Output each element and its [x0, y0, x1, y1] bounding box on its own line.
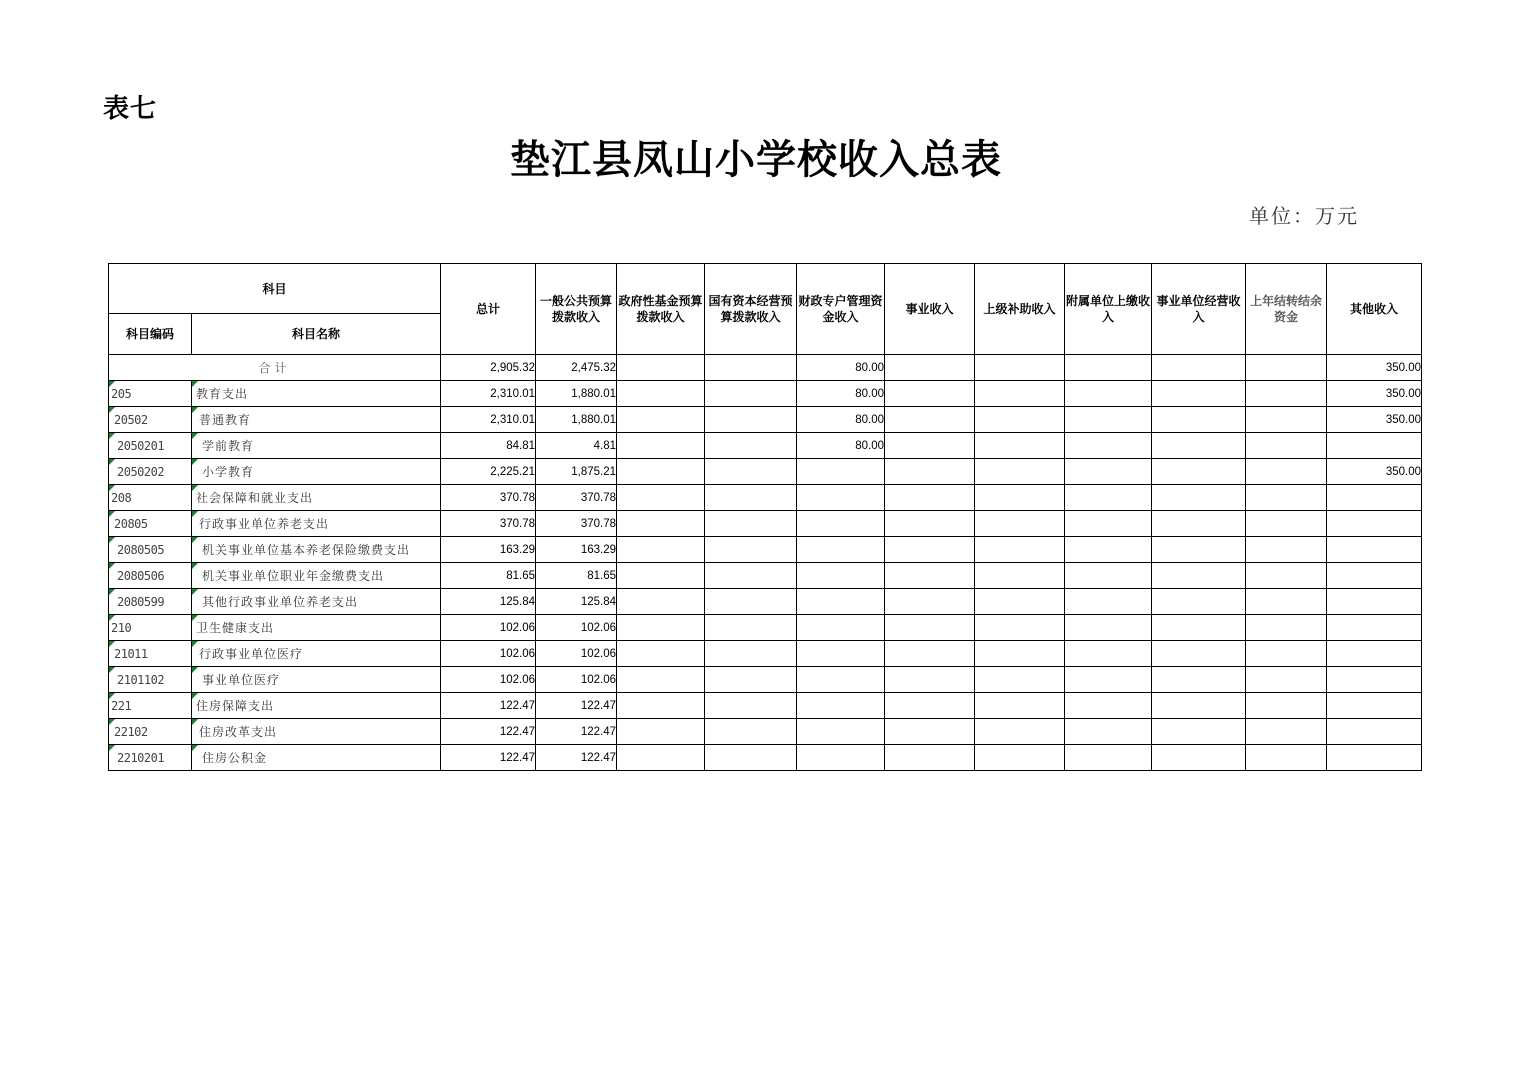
subject-name-cell: 教育支出 [192, 381, 441, 407]
cell-prior-year-balance [1246, 745, 1327, 771]
table-row [109, 719, 1422, 745]
cell-fiscal-special [797, 459, 885, 485]
summary-superior-subsidy [975, 355, 1065, 381]
cell-superior-subsidy [975, 667, 1065, 693]
header-business-income: 事业收入 [885, 264, 975, 355]
cell-general-budget: 102.06 [536, 615, 617, 641]
table-row [109, 667, 1422, 693]
cell-affiliated-payment [1065, 407, 1152, 433]
cell-other-income [1327, 485, 1422, 511]
cell-affiliated-payment [1065, 433, 1152, 459]
summary-operating-income [1152, 355, 1246, 381]
cell-business-income [885, 433, 975, 459]
cell-operating-income [1152, 719, 1246, 745]
summary-gov-fund [617, 355, 705, 381]
table-row [109, 459, 1422, 485]
cell-prior-year-balance [1246, 693, 1327, 719]
cell-superior-subsidy [975, 719, 1065, 745]
cell-affiliated-payment [1065, 511, 1152, 537]
cell-prior-year-balance [1246, 563, 1327, 589]
cell-business-income [885, 459, 975, 485]
cell-operating-income [1152, 589, 1246, 615]
subject-name-cell: 其他行政事业单位养老支出 [192, 589, 441, 615]
cell-superior-subsidy [975, 615, 1065, 641]
cell-business-income [885, 745, 975, 771]
subject-name-cell: 机关事业单位职业年金缴费支出 [192, 563, 441, 589]
subject-name-cell: 行政事业单位养老支出 [192, 511, 441, 537]
cell-operating-income [1152, 459, 1246, 485]
cell-gov-fund [617, 511, 705, 537]
cell-business-income [885, 641, 975, 667]
cell-gov-fund [617, 407, 705, 433]
header-row-1 [109, 264, 1422, 314]
header-gov-fund: 政府性基金预算拨款收入 [617, 264, 705, 355]
cell-fiscal-special: 80.00 [797, 433, 885, 459]
cell-state-capital [705, 433, 797, 459]
cell-operating-income [1152, 407, 1246, 433]
cell-fiscal-special [797, 615, 885, 641]
cell-general-budget: 122.47 [536, 745, 617, 771]
cell-affiliated-payment [1065, 667, 1152, 693]
cell-operating-income [1152, 641, 1246, 667]
summary-general-budget: 2,475.32 [536, 355, 617, 381]
cell-prior-year-balance [1246, 381, 1327, 407]
subject-name-cell: 住房保障支出 [192, 693, 441, 719]
cell-gov-fund [617, 719, 705, 745]
cell-affiliated-payment [1065, 459, 1152, 485]
cell-general-budget: 102.06 [536, 641, 617, 667]
cell-business-income [885, 563, 975, 589]
cell-affiliated-payment [1065, 693, 1152, 719]
cell-total: 2,310.01 [441, 381, 536, 407]
cell-fiscal-special [797, 485, 885, 511]
subject-code-cell: 2080505 [109, 537, 192, 563]
cell-gov-fund [617, 381, 705, 407]
cell-gov-fund [617, 459, 705, 485]
cell-prior-year-balance [1246, 667, 1327, 693]
cell-superior-subsidy [975, 407, 1065, 433]
cell-general-budget: 81.65 [536, 563, 617, 589]
table-row [109, 563, 1422, 589]
subject-code-cell: 210 [109, 615, 192, 641]
subject-code-cell: 2210201 [109, 745, 192, 771]
cell-general-budget: 1,880.01 [536, 381, 617, 407]
header-other-income: 其他收入 [1327, 264, 1422, 355]
cell-state-capital [705, 459, 797, 485]
cell-general-budget: 163.29 [536, 537, 617, 563]
cell-general-budget: 102.06 [536, 667, 617, 693]
cell-other-income [1327, 667, 1422, 693]
cell-total: 370.78 [441, 511, 536, 537]
cell-superior-subsidy [975, 459, 1065, 485]
cell-operating-income [1152, 563, 1246, 589]
subject-code-cell: 2080506 [109, 563, 192, 589]
cell-superior-subsidy [975, 433, 1065, 459]
summary-other-income: 350.00 [1327, 355, 1422, 381]
cell-superior-subsidy [975, 589, 1065, 615]
cell-gov-fund [617, 485, 705, 511]
summary-row [109, 355, 1422, 381]
header-subject-code: 科目编码 [109, 314, 192, 355]
cell-other-income: 350.00 [1327, 381, 1422, 407]
cell-business-income [885, 719, 975, 745]
subject-name-cell: 学前教育 [192, 433, 441, 459]
cell-operating-income [1152, 537, 1246, 563]
table-row [109, 511, 1422, 537]
cell-affiliated-payment [1065, 485, 1152, 511]
header-subject-group: 科目 [109, 264, 441, 314]
summary-total: 2,905.32 [441, 355, 536, 381]
summary-fiscal-special: 80.00 [797, 355, 885, 381]
cell-prior-year-balance [1246, 641, 1327, 667]
cell-business-income [885, 589, 975, 615]
cell-affiliated-payment [1065, 589, 1152, 615]
cell-state-capital [705, 745, 797, 771]
subject-name-cell: 行政事业单位医疗 [192, 641, 441, 667]
cell-prior-year-balance [1246, 511, 1327, 537]
cell-superior-subsidy [975, 537, 1065, 563]
summary-state-capital [705, 355, 797, 381]
cell-superior-subsidy [975, 693, 1065, 719]
subject-name-cell: 住房公积金 [192, 745, 441, 771]
table-row [109, 615, 1422, 641]
cell-other-income [1327, 641, 1422, 667]
cell-total: 84.81 [441, 433, 536, 459]
cell-fiscal-special [797, 745, 885, 771]
cell-operating-income [1152, 381, 1246, 407]
income-summary-table [108, 263, 1422, 771]
subject-name-cell: 普通教育 [192, 407, 441, 433]
cell-business-income [885, 693, 975, 719]
cell-business-income [885, 407, 975, 433]
cell-state-capital [705, 511, 797, 537]
cell-prior-year-balance [1246, 459, 1327, 485]
cell-gov-fund [617, 693, 705, 719]
cell-gov-fund [617, 745, 705, 771]
subject-code-cell: 2050202 [109, 459, 192, 485]
cell-general-budget: 1,880.01 [536, 407, 617, 433]
cell-other-income [1327, 719, 1422, 745]
cell-business-income [885, 667, 975, 693]
cell-prior-year-balance [1246, 537, 1327, 563]
cell-state-capital [705, 719, 797, 745]
cell-total: 102.06 [441, 615, 536, 641]
header-subject-name: 科目名称 [192, 314, 441, 355]
cell-total: 2,225.21 [441, 459, 536, 485]
cell-business-income [885, 615, 975, 641]
cell-gov-fund [617, 589, 705, 615]
cell-total: 122.47 [441, 719, 536, 745]
subject-code-cell: 21011 [109, 641, 192, 667]
cell-superior-subsidy [975, 511, 1065, 537]
cell-total: 370.78 [441, 485, 536, 511]
cell-superior-subsidy [975, 745, 1065, 771]
cell-general-budget: 4.81 [536, 433, 617, 459]
cell-state-capital [705, 641, 797, 667]
cell-other-income [1327, 563, 1422, 589]
cell-prior-year-balance [1246, 485, 1327, 511]
subject-code-cell: 208 [109, 485, 192, 511]
cell-other-income [1327, 615, 1422, 641]
table-row [109, 485, 1422, 511]
cell-prior-year-balance [1246, 589, 1327, 615]
cell-affiliated-payment [1065, 745, 1152, 771]
cell-fiscal-special [797, 719, 885, 745]
subject-name-cell: 事业单位医疗 [192, 667, 441, 693]
cell-superior-subsidy [975, 381, 1065, 407]
cell-other-income [1327, 537, 1422, 563]
table-row [109, 693, 1422, 719]
cell-business-income [885, 537, 975, 563]
cell-operating-income [1152, 667, 1246, 693]
cell-total: 102.06 [441, 667, 536, 693]
cell-affiliated-payment [1065, 563, 1152, 589]
cell-fiscal-special: 80.00 [797, 381, 885, 407]
cell-state-capital [705, 485, 797, 511]
cell-operating-income [1152, 693, 1246, 719]
cell-state-capital [705, 381, 797, 407]
cell-gov-fund [617, 667, 705, 693]
cell-fiscal-special: 80.00 [797, 407, 885, 433]
table-row [109, 641, 1422, 667]
subject-code-cell: 20805 [109, 511, 192, 537]
cell-total: 122.47 [441, 693, 536, 719]
table-row [109, 381, 1422, 407]
cell-business-income [885, 485, 975, 511]
cell-fiscal-special [797, 693, 885, 719]
cell-other-income [1327, 589, 1422, 615]
cell-affiliated-payment [1065, 641, 1152, 667]
cell-gov-fund [617, 641, 705, 667]
header-prior-year-balance: 上年结转结余资金 [1246, 264, 1327, 355]
cell-fiscal-special [797, 641, 885, 667]
summary-affiliated-payment [1065, 355, 1152, 381]
table-number-label: 表七 [103, 93, 158, 123]
cell-business-income [885, 511, 975, 537]
header-affiliated-payment: 附属单位上缴收入 [1065, 264, 1152, 355]
cell-state-capital [705, 615, 797, 641]
cell-fiscal-special [797, 563, 885, 589]
cell-state-capital [705, 537, 797, 563]
cell-superior-subsidy [975, 485, 1065, 511]
subject-name-cell: 卫生健康支出 [192, 615, 441, 641]
cell-total: 102.06 [441, 641, 536, 667]
subject-code-cell: 22102 [109, 719, 192, 745]
cell-affiliated-payment [1065, 537, 1152, 563]
subject-code-cell: 205 [109, 381, 192, 407]
header-total: 总计 [441, 264, 536, 355]
subject-name-cell: 小学教育 [192, 459, 441, 485]
header-fiscal-special: 财政专户管理资金收入 [797, 264, 885, 355]
cell-general-budget: 370.78 [536, 511, 617, 537]
cell-general-budget: 125.84 [536, 589, 617, 615]
cell-prior-year-balance [1246, 433, 1327, 459]
cell-superior-subsidy [975, 563, 1065, 589]
summary-business-income [885, 355, 975, 381]
subject-code-cell: 2080599 [109, 589, 192, 615]
cell-total: 81.65 [441, 563, 536, 589]
cell-prior-year-balance [1246, 719, 1327, 745]
header-superior-subsidy: 上级补助收入 [975, 264, 1065, 355]
subject-name-cell: 机关事业单位基本养老保险缴费支出 [192, 537, 441, 563]
subject-code-cell: 221 [109, 693, 192, 719]
header-state-capital: 国有资本经营预算拨款收入 [705, 264, 797, 355]
header-operating-income: 事业单位经营收入 [1152, 264, 1246, 355]
subject-name-cell: 住房改革支出 [192, 719, 441, 745]
cell-state-capital [705, 407, 797, 433]
cell-prior-year-balance [1246, 615, 1327, 641]
cell-business-income [885, 381, 975, 407]
cell-gov-fund [617, 615, 705, 641]
cell-prior-year-balance [1246, 407, 1327, 433]
cell-fiscal-special [797, 589, 885, 615]
cell-total: 163.29 [441, 537, 536, 563]
cell-other-income [1327, 693, 1422, 719]
cell-total: 2,310.01 [441, 407, 536, 433]
table-row [109, 407, 1422, 433]
cell-affiliated-payment [1065, 615, 1152, 641]
document-title: 垫江县凤山小学校收入总表 [510, 136, 1002, 183]
cell-other-income [1327, 745, 1422, 771]
table-row [109, 745, 1422, 771]
cell-fiscal-special [797, 667, 885, 693]
cell-fiscal-special [797, 537, 885, 563]
cell-state-capital [705, 667, 797, 693]
cell-gov-fund [617, 433, 705, 459]
cell-superior-subsidy [975, 641, 1065, 667]
cell-gov-fund [617, 537, 705, 563]
cell-state-capital [705, 589, 797, 615]
cell-operating-income [1152, 615, 1246, 641]
cell-other-income: 350.00 [1327, 407, 1422, 433]
cell-state-capital [705, 693, 797, 719]
cell-operating-income [1152, 485, 1246, 511]
subject-code-cell: 2050201 [109, 433, 192, 459]
cell-total: 122.47 [441, 745, 536, 771]
cell-affiliated-payment [1065, 381, 1152, 407]
cell-operating-income [1152, 745, 1246, 771]
subject-code-cell: 2101102 [109, 667, 192, 693]
cell-other-income [1327, 433, 1422, 459]
cell-state-capital [705, 563, 797, 589]
cell-other-income [1327, 511, 1422, 537]
summary-label: 合计 [109, 355, 441, 381]
cell-fiscal-special [797, 511, 885, 537]
subject-code-cell: 20502 [109, 407, 192, 433]
table-row [109, 589, 1422, 615]
cell-total: 125.84 [441, 589, 536, 615]
unit-label: 单位：万元 [1249, 204, 1359, 228]
table-row [109, 537, 1422, 563]
cell-general-budget: 122.47 [536, 693, 617, 719]
cell-operating-income [1152, 433, 1246, 459]
cell-operating-income [1152, 511, 1246, 537]
cell-affiliated-payment [1065, 719, 1152, 745]
table-row [109, 433, 1422, 459]
cell-gov-fund [617, 563, 705, 589]
cell-general-budget: 122.47 [536, 719, 617, 745]
cell-general-budget: 370.78 [536, 485, 617, 511]
subject-name-cell: 社会保障和就业支出 [192, 485, 441, 511]
cell-general-budget: 1,875.21 [536, 459, 617, 485]
summary-prior-year-balance [1246, 355, 1327, 381]
header-general-budget: 一般公共预算拨款收入 [536, 264, 617, 355]
cell-other-income: 350.00 [1327, 459, 1422, 485]
